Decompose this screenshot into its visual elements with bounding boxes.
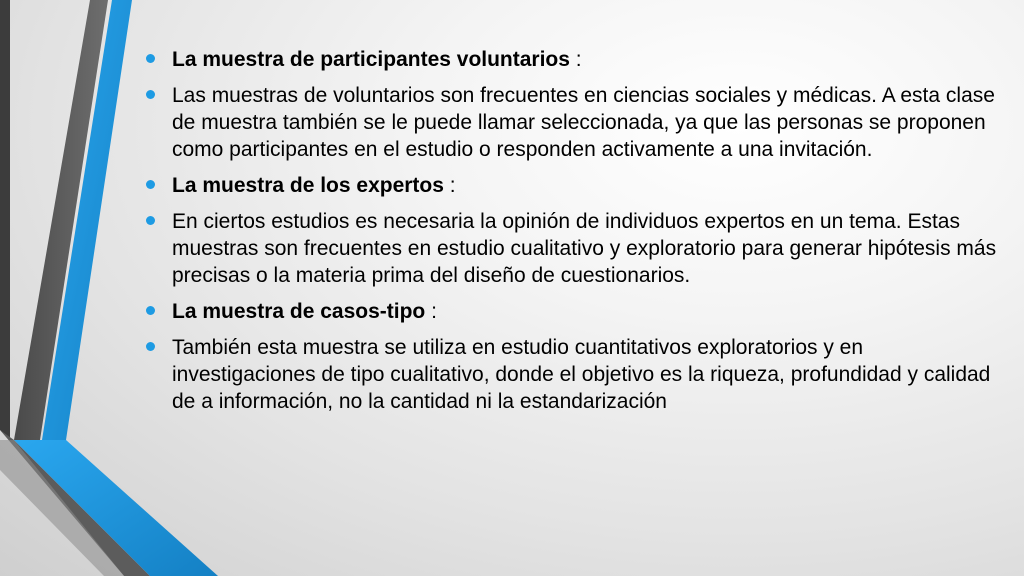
bullet-icon xyxy=(146,216,155,225)
body-text: Las muestras de voluntarios son frecuentes en ciencias sociales y médicas. A esta clase de muestra también se le puede llamar seleccionada, ya que las personas se proponen como participantes en el estudio o responden activamente a una invitación. xyxy=(172,84,995,161)
bullet-body-casos-tipo xyxy=(146,334,1006,415)
grey-vertical-stripe xyxy=(0,0,10,440)
bullet-heading-voluntarios xyxy=(146,46,1006,73)
slide-content xyxy=(146,46,1006,424)
bullet-icon xyxy=(146,306,155,315)
heading-text: La muestra de los expertos xyxy=(172,174,444,197)
bullet-body-expertos xyxy=(146,208,1006,289)
heading-text: La muestra de participantes voluntarios xyxy=(172,48,570,71)
body-text: En ciertos estudios es necesaria la opinión de individuos expertos en un tema. Estas muestras son frecuentes en estudio cualitativo y exploratorio para generar hipótesis más precisas o la materia prima del diseño de cuestionarios. xyxy=(172,210,997,287)
body-text: También esta muestra se utiliza en estudio cuantitativos exploratorios y en investigaciones de tipo cualitativo, donde el objetivo es la riqueza, profundidad y calidad de a información, no la cantidad ni la estandarización xyxy=(172,336,991,413)
bullet-icon xyxy=(146,180,155,189)
heading-text: La muestra de casos-tipo xyxy=(172,300,426,323)
bullet-body-voluntarios xyxy=(146,82,1006,163)
bullet-icon xyxy=(146,342,155,351)
heading-suffix: : xyxy=(569,48,582,71)
bullet-heading-casos-tipo xyxy=(146,298,1006,325)
bullet-icon xyxy=(146,90,155,99)
heading-suffix: : xyxy=(425,300,437,323)
bullet-heading-expertos xyxy=(146,172,1006,199)
bullet-icon xyxy=(146,54,155,63)
heading-suffix: : xyxy=(443,174,456,197)
